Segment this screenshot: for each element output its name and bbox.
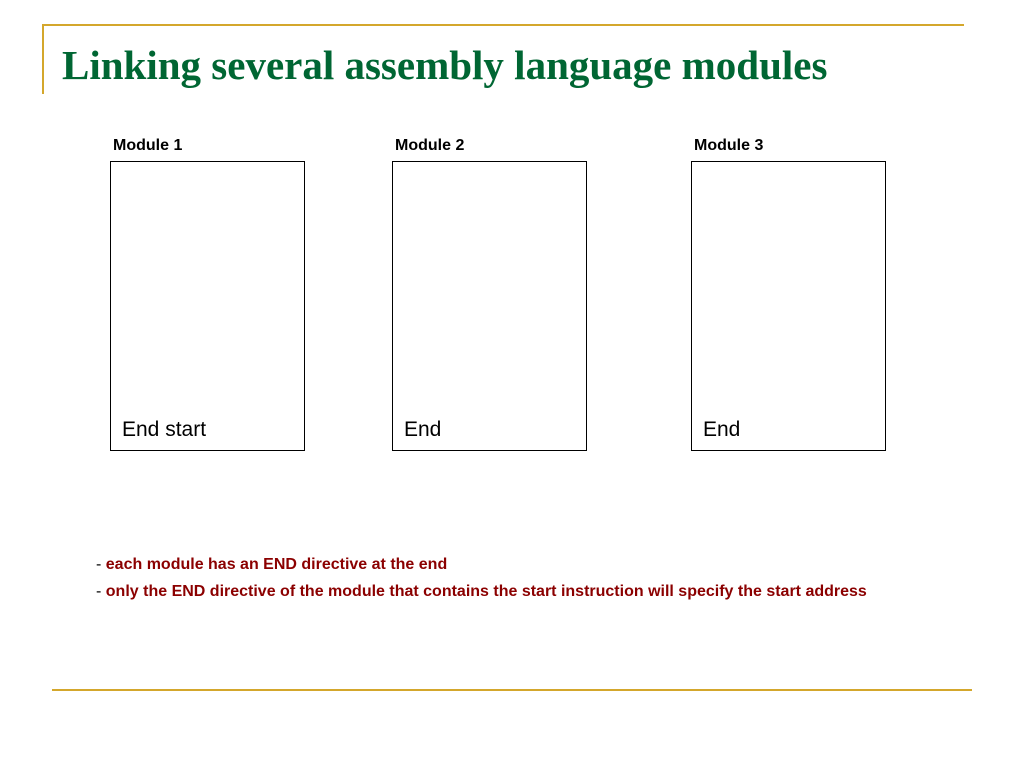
notes-list <box>96 553 906 607</box>
slide-title: Linking several assembly language modules <box>62 42 828 88</box>
note-text: only the END directive of the module that contains the start instruction will specify the start address <box>105 583 867 600</box>
left-accent-line <box>42 24 44 94</box>
module-2-box <box>392 161 587 451</box>
note-item <box>96 553 906 576</box>
module-3-end-directive: End <box>703 418 741 441</box>
module-1-end-directive: End start <box>122 418 207 441</box>
bottom-accent-line <box>52 689 972 691</box>
module-3-box <box>691 161 886 451</box>
module-1-box <box>110 161 305 451</box>
note-dash: - <box>96 583 102 600</box>
top-accent-line <box>42 24 964 26</box>
module-2-end-directive: End <box>404 418 442 441</box>
note-text: each module has an END directive at the end <box>105 556 448 573</box>
module-2-label: Module 2 <box>395 137 465 154</box>
module-1-label: Module 1 <box>113 137 183 154</box>
note-dash: - <box>96 556 102 573</box>
module-3-label: Module 3 <box>694 137 764 154</box>
note-item <box>96 580 906 603</box>
